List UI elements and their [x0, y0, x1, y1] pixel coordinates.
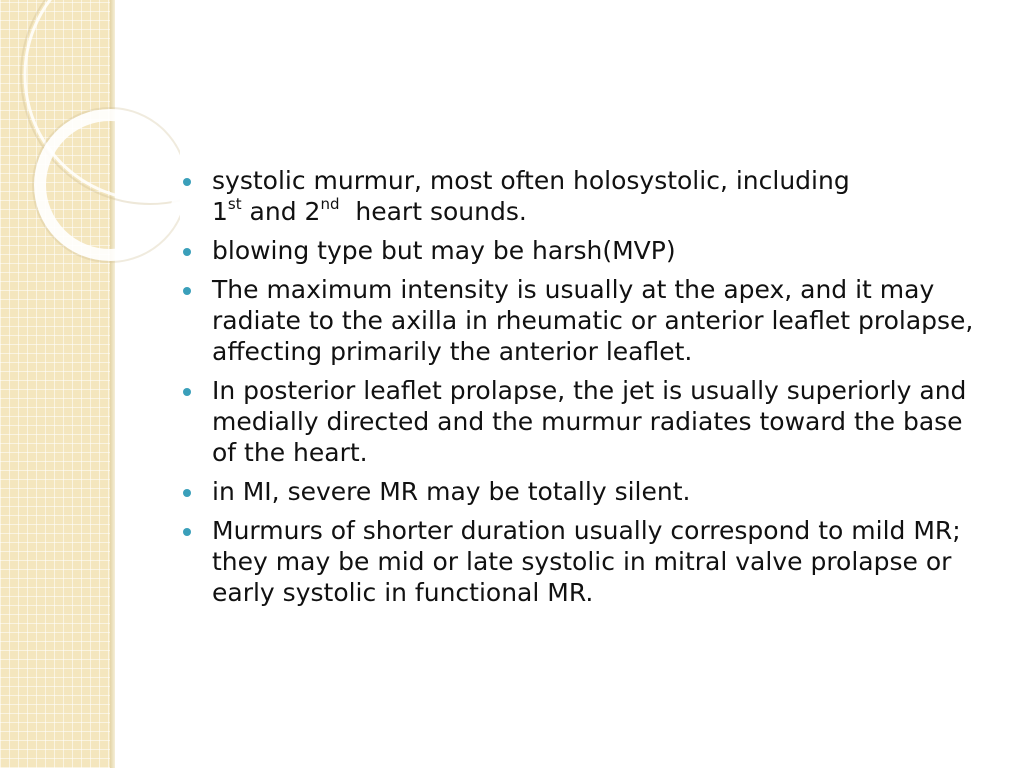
bullet-dot-icon: [183, 178, 191, 186]
bullet-text-part: systolic murmur, most often holosystolic, including: [212, 166, 850, 195]
bullet-item-blowing-type: [180, 235, 990, 266]
superscript-st: st: [227, 194, 242, 213]
decorative-ring-small: [40, 115, 180, 255]
bullet-item-systolic-murmur: [180, 165, 990, 227]
bullet-text-part: 1: [212, 197, 228, 226]
bullet-dot-icon: [183, 248, 191, 256]
bullet-text-part: and 2: [241, 197, 321, 226]
bullet-item-maximum-intensity: [180, 274, 990, 367]
bullet-item-posterior-leaflet: [180, 375, 990, 468]
bullet-text: In posterior leaflet prolapse, the jet is usually superiorly and medially directed and the murmur radiates toward the base of the heart.: [212, 376, 967, 467]
bullet-text: The maximum intensity is usually at the apex, and it may radiate to the axilla in rheumatic or anterior leaflet prolapse, affecting primarily the anterior leaflet.: [212, 275, 974, 366]
bullet-item-shorter-duration: [180, 515, 990, 608]
bullet-text: Murmurs of shorter duration usually correspond to mild MR; they may be mid or late systolic in mitral valve prolapse or early systolic in functional MR.: [212, 516, 961, 607]
bullet-text: in MI, severe MR may be totally silent.: [212, 477, 691, 506]
bullet-dot-icon: [183, 528, 191, 536]
bullet-dot-icon: [183, 287, 191, 295]
bullet-dot-icon: [183, 489, 191, 497]
slide-body: [180, 165, 990, 616]
superscript-nd: nd: [320, 194, 340, 213]
bullet-dot-icon: [183, 388, 191, 396]
bullet-list: [180, 165, 990, 608]
bullet-text-part: heart sounds.: [339, 197, 527, 226]
bullet-item-mi-silent: [180, 476, 990, 507]
decorative-ring-large: [25, 0, 180, 200]
bullet-text: blowing type but may be harsh(MVP): [212, 236, 676, 265]
decorative-rings: [0, 0, 180, 768]
